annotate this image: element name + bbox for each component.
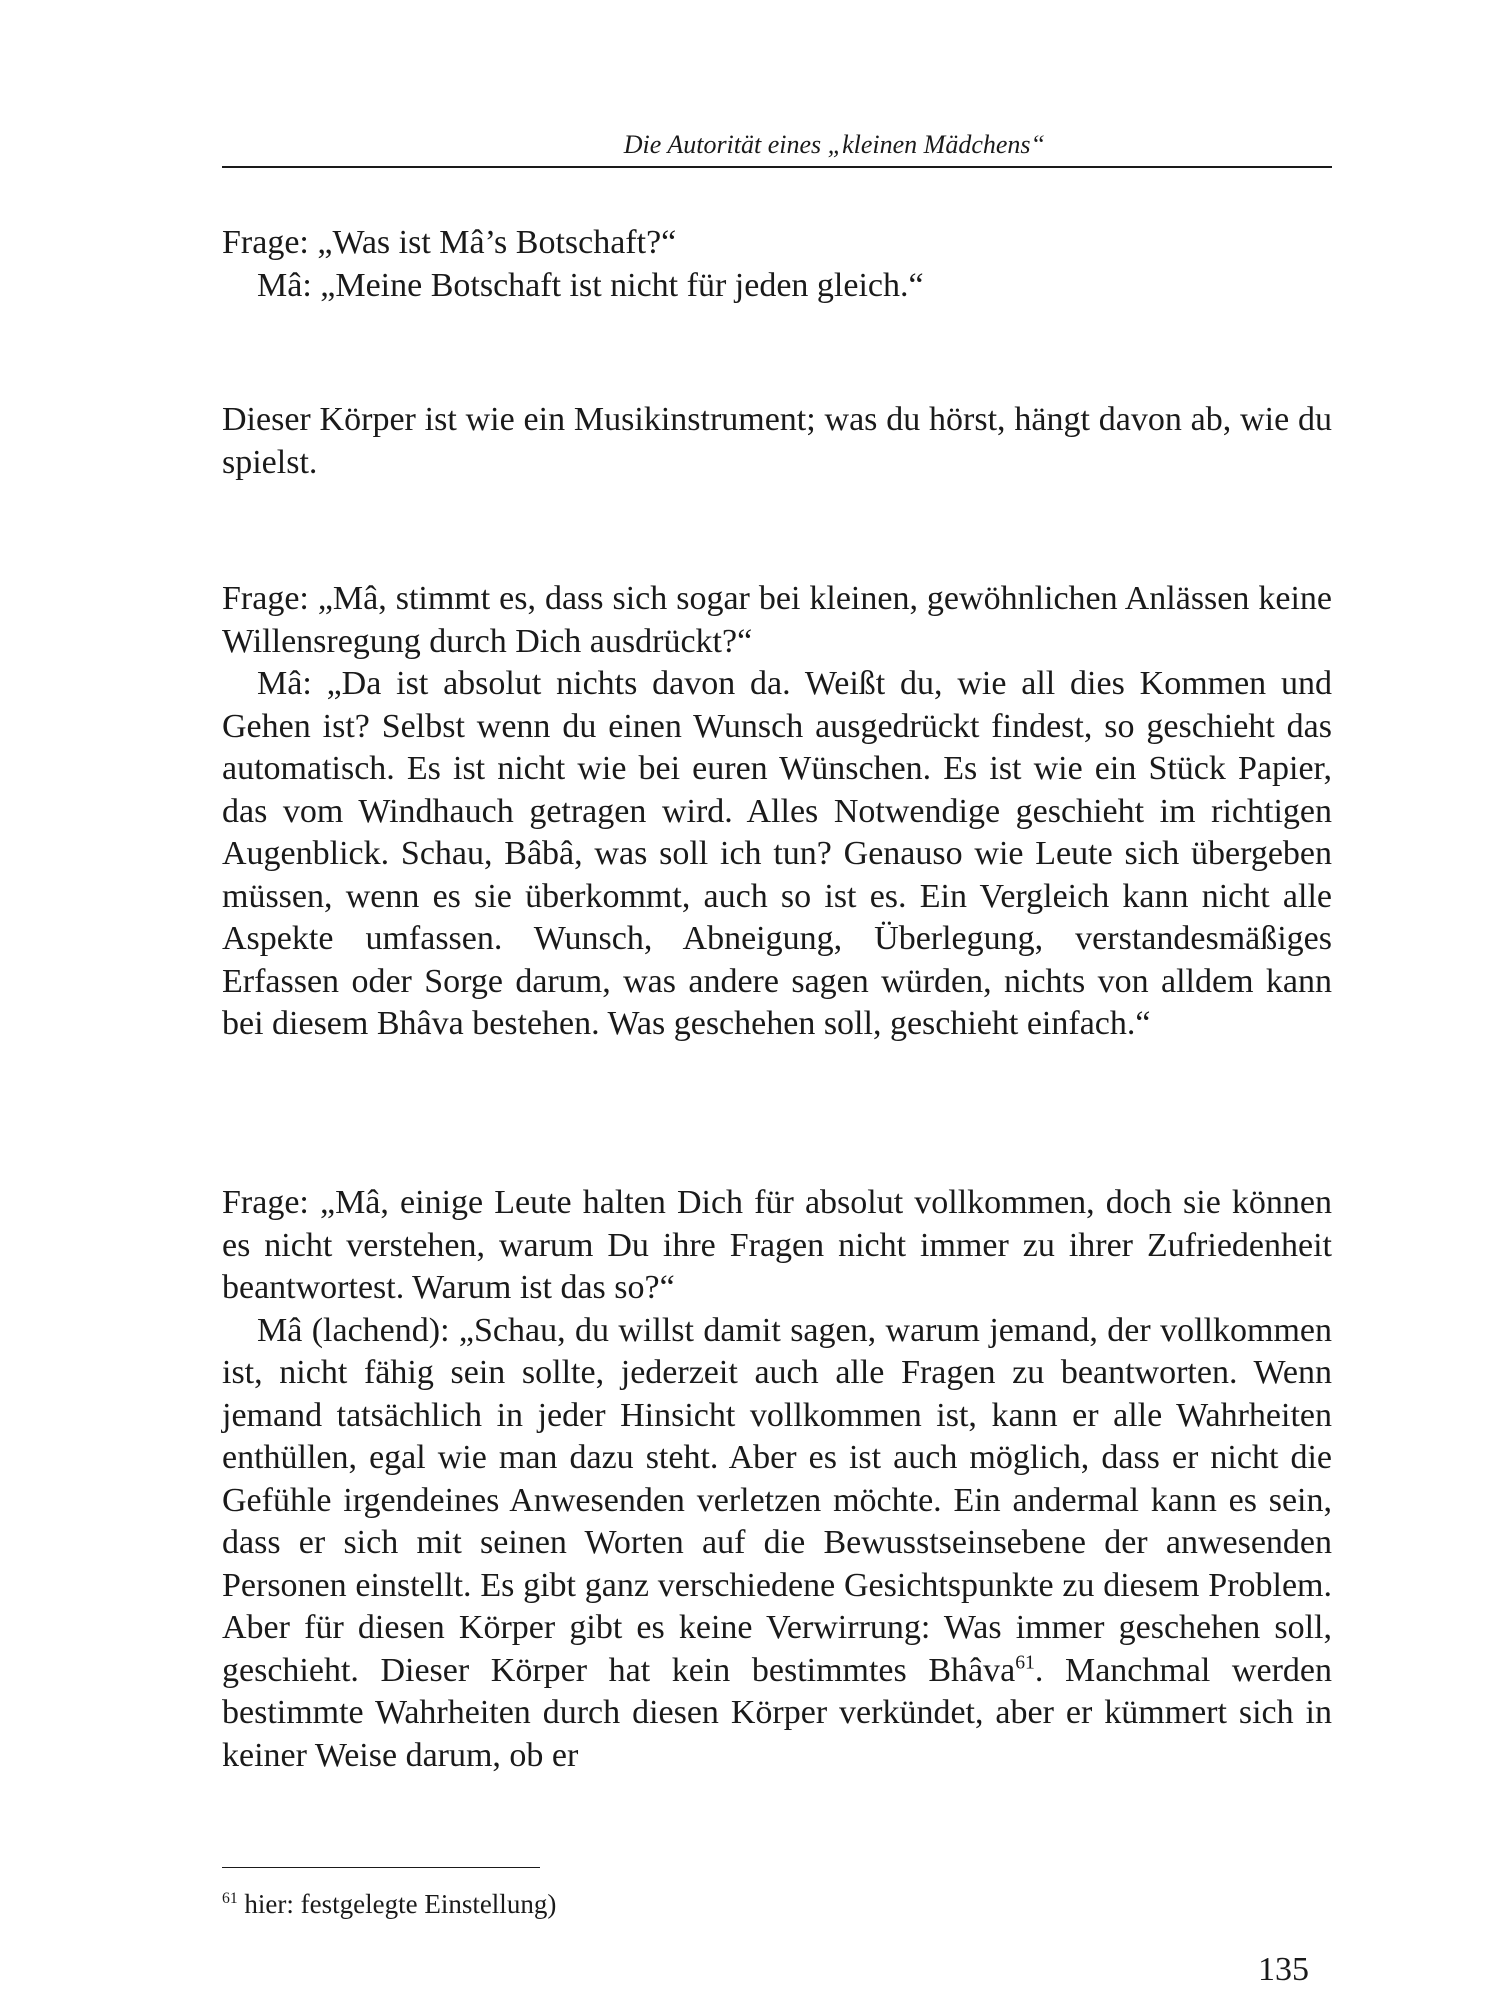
- answer-text: Mâ: „Meine Botschaft ist nicht für jeden gleich.“: [257, 266, 924, 304]
- statement-block: [222, 399, 1332, 484]
- answer-text: Mâ: „Da ist absolut nichts davon da. Weißt du, wie all dies Kommen und Gehen ist? Selbst wenn du einen Wunsch ausgedrückt findest, so geschieht das automatisch. Es ist nicht wie bei euren Wünschen. Es ist wie ein Stück Papier, das vom Windhauch getragen wird. Alles Notwendige geschieht im richtigen Augenblick. Schau, Bâbâ, was soll ich tun? Genauso wie Leute sich übergeben müssen, wenn es sie überkommt, auch so ist es. Ein Vergleich kann nicht alle Aspekte umfassen. Wunsch, Abneigung, Überlegung, verstandesmäßiges Erfassen oder Sorge darum, was andere sagen würden, nichts von alldem kann bei diesem Bhâva bestehen. Was geschehen soll, geschieht einfach.“: [222, 665, 1332, 1042]
- header-rule: [222, 166, 1332, 168]
- question-text: Frage: „Mâ, stimmt es, dass sich sogar bei kleinen, gewöhnlichen Anlässen keine Willensregung durch Dich ausdrückt?“: [222, 580, 1332, 660]
- answer-text-part-2: . Manchmal werden bestimmte Wahrheiten durch diesen Körper verkündet, aber er kümmert sich in keiner Weise darum, ob er: [222, 1651, 1332, 1774]
- question-text: Frage: „Mâ, einige Leute halten Dich für absolut vollkommen, doch sie können es nicht verstehen, warum Du ihre Fragen nicht immer zu ihrer Zufriedenheit beantwortest. Warum ist das so?“: [222, 1184, 1332, 1306]
- question-text: Frage: „Was ist Mâ’s Botschaft?“: [222, 224, 677, 261]
- answer-text: [222, 1310, 1332, 1778]
- dialogue-block-2: [222, 578, 1332, 1046]
- footnote-text: hier: festgelegte Einstellung): [237, 1889, 557, 1919]
- dialogue-block-1: [222, 222, 1332, 307]
- footnote-rule: [222, 1867, 540, 1868]
- dialogue-block-3: [222, 1182, 1332, 1777]
- answer-text-part-1: Mâ (lachend): „Schau, du willst damit sagen, warum jemand, der vollkommen ist, nicht fähig sein sollte, jederzeit auch alle Fragen zu beantworten. Wenn jemand tatsächlich in jeder Hinsicht vollkommen ist, kann er alle Wahrheiten enthüllen, egal wie man dazu steht. Aber es ist auch möglich, dass er nicht die Gefühle irgendeines Anwesenden verletzen möchte. Ein andermal kann es sein, dass er sich mit seinen Worten auf die Bewusstseinsebene der anwesenden Personen einstellt. Es gibt ganz verschiedene Gesichtspunkte zu diesem Problem. Aber für diesen Körper gibt es keine Verwirrung: Was immer geschehen soll, geschieht. Dieser Körper hat kein bestimmtes Bhâva: [222, 1311, 1332, 1689]
- footnote: [222, 1887, 556, 1921]
- footnote-number: 61: [222, 1890, 238, 1907]
- statement-text: Dieser Körper ist wie ein Musikinstrument; was du hörst, hängt davon ab, wie du spielst.: [222, 401, 1332, 481]
- running-head: Die Autorität eines „kleinen Mädchens“: [623, 130, 1045, 159]
- page-number: 135: [1258, 1951, 1309, 1988]
- footnote-reference: 61: [1015, 1651, 1035, 1674]
